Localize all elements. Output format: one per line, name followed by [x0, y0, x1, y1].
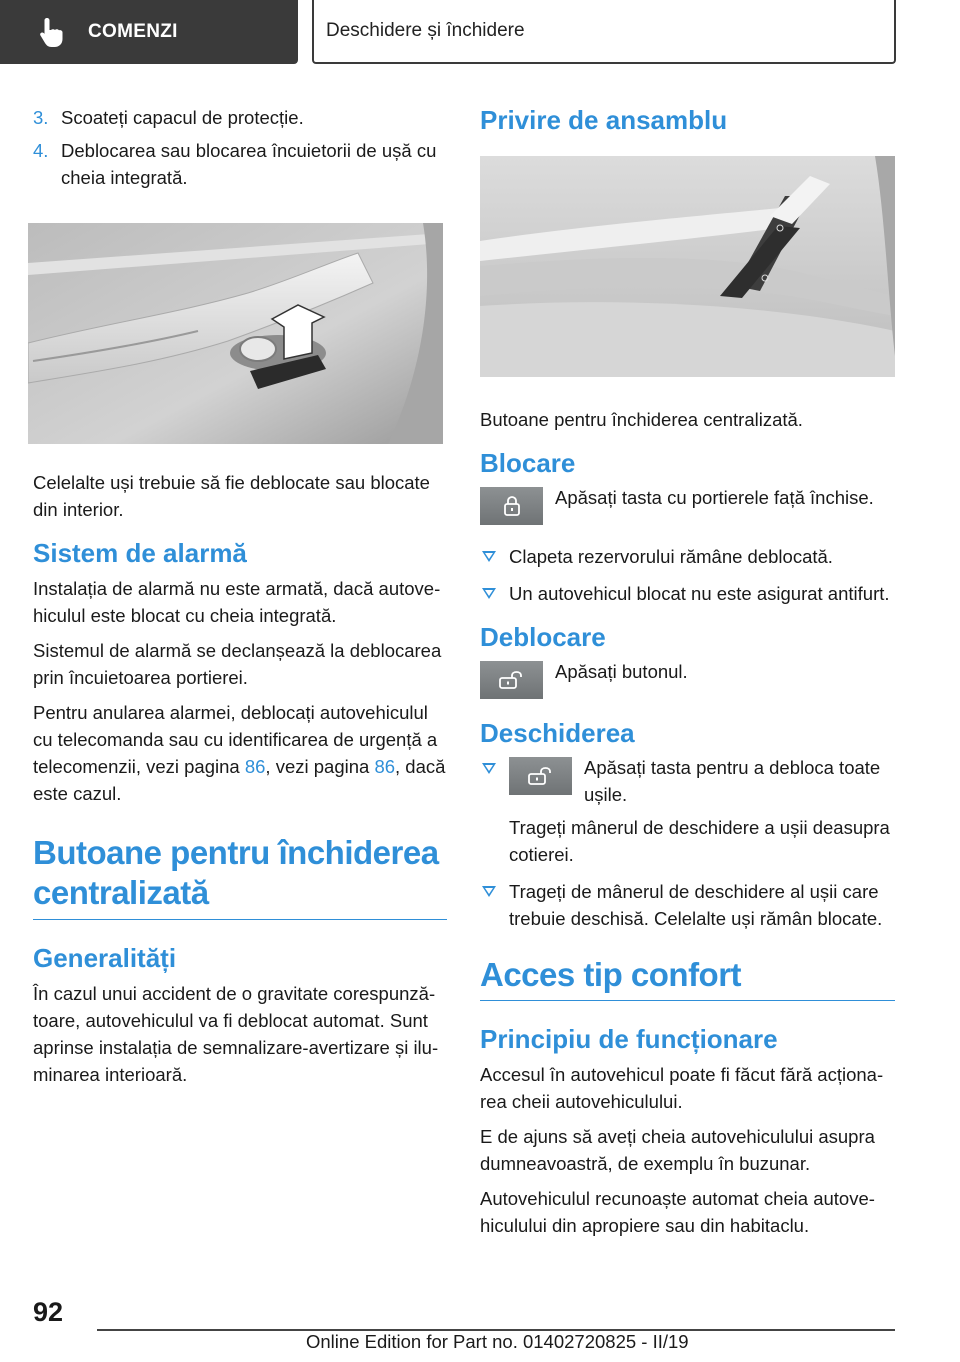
comfort-paragraph: E de ajuns să aveți cheia autovehiculului asupra dumneavoastră, de exemplu în buzunar. — [480, 1126, 875, 1174]
open-heading: Deschiderea — [480, 718, 635, 748]
section-label: COMENZI — [88, 21, 178, 42]
text-span: , dacă este cazul. — [33, 756, 446, 804]
step-text: Deblocarea sau blocarea încuietorii de ușă cu cheia integrată. — [61, 140, 437, 188]
right-column — [480, 104, 895, 1247]
alarm-heading: Sistem de alarmă — [33, 538, 247, 568]
alarm-paragraph: Instalația de alarmă nu este armată, dacă autovehiculul este blocat cu cheia integrată. — [33, 578, 441, 626]
padlock-closed-icon — [503, 496, 521, 516]
step-number: 4. — [33, 140, 49, 161]
hand-pointer-icon — [38, 16, 66, 48]
left-column — [33, 104, 447, 1096]
central-lock-heading: Butoane pentru închiderea centralizată — [33, 833, 447, 920]
lock-text: Apăsați tasta cu portierele față închise. — [555, 487, 874, 508]
comfort-access-heading: Acces tip confort — [480, 954, 895, 1001]
list-item-text: Trageți de mânerul de deschidere al ușii care trebuie deschisă. Celelalte uși rămân blocate. — [509, 881, 883, 929]
list-item — [480, 580, 895, 607]
list-item — [33, 104, 447, 131]
alarm-paragraph — [33, 699, 447, 807]
list-item — [480, 543, 895, 570]
unlock-text: Apăsați butonul. — [555, 661, 688, 682]
lock-button[interactable] — [480, 487, 543, 525]
general-heading: Generalități — [33, 943, 177, 973]
edition-text: Online Edition for Part no. 01402720825 - II/19 — [306, 1331, 689, 1352]
central-lock-buttons-photo — [480, 156, 895, 377]
unlock-instruction — [480, 659, 895, 699]
list-item — [480, 878, 895, 932]
step-list — [33, 104, 447, 191]
page-number: 92 — [33, 1297, 64, 1327]
principle-heading: Principiu de funcționare — [480, 1024, 778, 1054]
alarm-paragraph: Sistemul de alarmă se declanșează la deblocarea prin încuietoarea portierei. — [33, 640, 442, 688]
padlock-open-icon — [499, 671, 525, 689]
open-steps — [480, 755, 895, 932]
open-instruction — [509, 755, 895, 808]
text-span: Pentru anularea alarmei, deblocați autovehiculul cu telecomanda sau cu identificarea de urgență a telecomenzii, vezi pagina — [33, 702, 438, 777]
text-span: , vezi pagina — [265, 756, 375, 777]
padlock-open-icon — [528, 767, 554, 785]
open-follow-text: Trageți mânerul de deschidere a ușii deasupra cotierei. — [509, 817, 890, 865]
unlock-heading: Deblocare — [480, 622, 606, 652]
chapter-title: Deschidere și închidere — [312, 0, 896, 64]
lock-instruction — [480, 485, 895, 525]
page-link[interactable]: 86 — [244, 756, 266, 777]
list-item-text: Clapeta rezervorului rămâne deblocată. — [509, 546, 833, 567]
step-number: 3. — [33, 107, 49, 128]
section-tab[interactable] — [0, 0, 298, 64]
door-lock-photo — [28, 223, 443, 444]
photo-caption: Butoane pentru închiderea centralizată. — [480, 409, 803, 430]
comfort-paragraph: Autovehiculul recunoaște automat cheia autovehiculului din apropiere sau din habitaclu. — [480, 1188, 875, 1236]
step-text: Scoateți capacul de protecție. — [61, 107, 304, 128]
unlock-all-button[interactable] — [509, 757, 572, 795]
after-photo-text: Celelalte uși trebuie să fie deblocate sau blocate din interior. — [33, 472, 430, 520]
lock-notes — [480, 543, 895, 607]
list-item-text: Un autovehicul blocat nu este asigurat antifurt. — [509, 583, 890, 604]
list-item — [33, 137, 447, 191]
overview-heading: Privire de ansamblu — [480, 105, 728, 135]
open-text: Apăsați tasta pentru a debloca toate ușile. — [584, 757, 881, 805]
comfort-paragraph: Accesul în autovehicul poate fi făcut fără acționarea cheii autovehiculului. — [480, 1064, 884, 1112]
general-paragraph: În cazul unui accident de o gravitate corespunzătoare, autovehiculul va fi deblocat automat. Sunt aprinse instalația de semnalizare-avertizare și iluminarea interioară. — [33, 983, 439, 1085]
list-item — [480, 755, 895, 868]
unlock-button[interactable] — [480, 661, 543, 699]
page-link[interactable]: 86 — [374, 756, 396, 777]
lock-heading: Blocare — [480, 448, 576, 478]
